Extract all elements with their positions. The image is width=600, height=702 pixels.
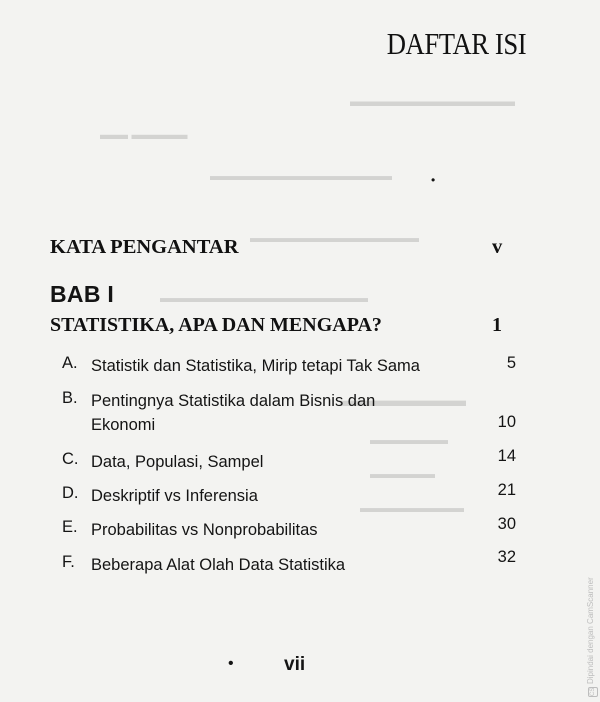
show-through-text: ▬▬▬▬▬ [370, 466, 435, 481]
chapter-title: STATISTIKA, APA DAN MENGAPA? [50, 314, 382, 336]
show-through-text: ▬▬▬▬▬▬▬▬▬▬▬ [350, 94, 515, 110]
entry-text: Data, Populasi, Sampel [91, 453, 264, 471]
entry-text: Beberapa Alat Olah Data Statistika [91, 556, 346, 574]
entry-page: 10 [497, 413, 516, 431]
scanner-watermark [586, 577, 598, 697]
show-through-text: ▬▬▬▬▬▬▬▬▬▬▬▬▬ [250, 230, 419, 245]
camscanner-icon: CS [590, 687, 596, 696]
entry-page: 30 [497, 515, 516, 533]
entry-page: 21 [497, 481, 516, 499]
footer-mark: • [228, 655, 234, 672]
watermark-text: Dipindai dengan CamScanner [586, 577, 595, 684]
show-through-text: ▬▬▬▬▬▬ [370, 432, 448, 447]
entry-letter: E. [62, 518, 78, 536]
stray-mark: • [431, 173, 436, 187]
show-through-text: ▬▬ ▬▬▬▬ [100, 128, 188, 143]
entry-text: Pentingnya Statistika dalam Bisnis dan Ekonomi [91, 392, 376, 434]
show-through-text: ▬▬▬▬▬▬▬▬▬▬▬▬▬▬ [210, 168, 392, 183]
entry-letter: A. [62, 354, 78, 372]
show-through-text: ▬▬▬▬▬▬▬▬ [360, 500, 464, 515]
page-number: vii [284, 654, 306, 675]
entry-letter: B. [62, 389, 78, 407]
entry-text: Probabilitas vs Nonprobabilitas [91, 521, 318, 539]
kata-pengantar-label: KATA PENGANTAR [50, 236, 239, 258]
page-title: DAFTAR ISI [386, 26, 526, 61]
chapter-label: BAB I [50, 281, 115, 307]
entry-text: Deskriptif vs Inferensia [91, 487, 258, 505]
entry-page: 32 [497, 548, 516, 566]
entry-page: 5 [506, 354, 516, 372]
entry-page: 14 [497, 447, 516, 465]
entry-letter: C. [62, 450, 79, 468]
entry-letter: F. [62, 553, 75, 571]
entry-letter: D. [62, 484, 79, 502]
kata-pengantar-page: v [492, 236, 503, 258]
show-through-text: ▬▬▬▬▬▬▬ [340, 390, 466, 410]
entry-text: Statistik dan Statistika, Mirip tetapi Tak Sama [91, 357, 420, 375]
chapter-page: 1 [492, 314, 502, 336]
show-through-text: ▬▬▬▬▬▬▬▬▬▬▬▬▬▬▬▬ [160, 290, 368, 305]
